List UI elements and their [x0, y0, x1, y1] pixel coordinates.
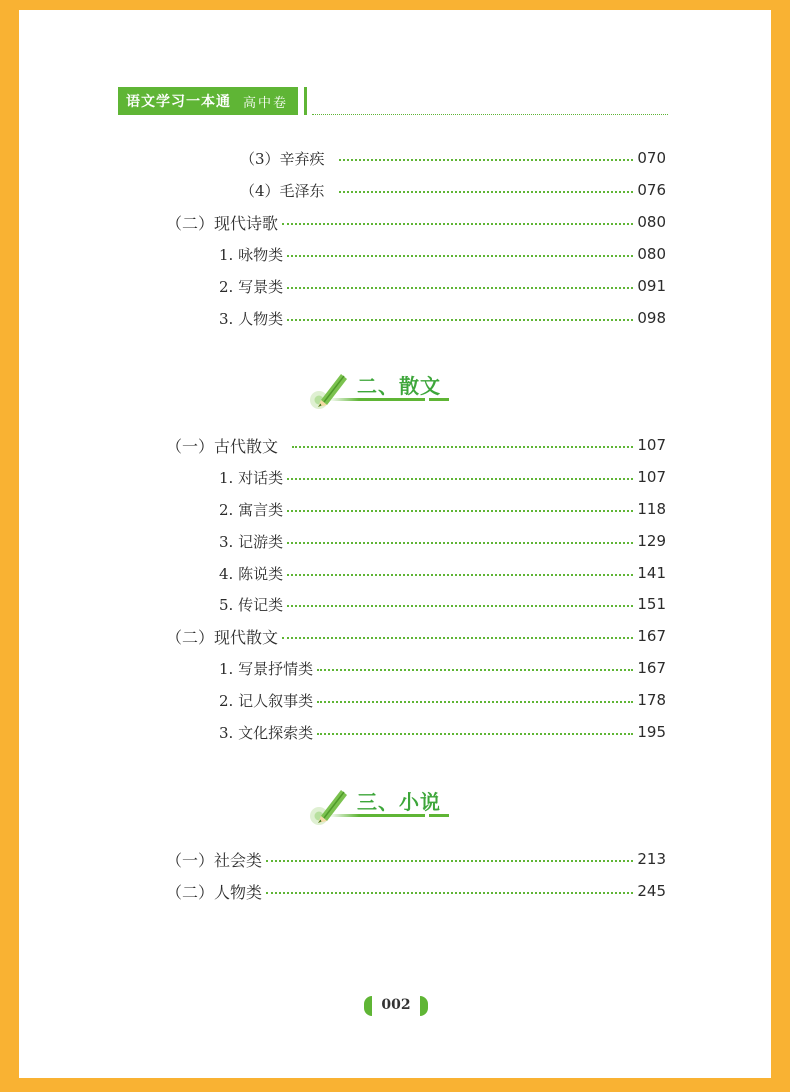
section-heading-prose [307, 370, 457, 412]
toc-entry[interactable] [240, 178, 666, 202]
leader-dots [287, 319, 633, 321]
toc-entry-label: （一）古代散文 [166, 436, 279, 456]
leader-dots [287, 255, 633, 257]
toc-page-number: 151 [637, 595, 666, 613]
toc-entry-label: 3. 文化探索类 [219, 723, 314, 742]
toc-page-number: 141 [637, 564, 666, 582]
leader-dots [317, 669, 633, 671]
section-heading-fiction [307, 786, 457, 828]
toc-entry[interactable] [219, 561, 666, 585]
toc-entry-label: （4）毛泽东 [240, 181, 325, 200]
toc-entry-label: 2. 写景类 [219, 277, 284, 296]
badge-left-cap [364, 996, 372, 1016]
toc-entry-label: 2. 记人叙事类 [219, 691, 314, 710]
leader-dots [339, 159, 634, 161]
book-title: 语文学习一本通 [126, 94, 231, 110]
pencil-icon [307, 370, 349, 412]
page-number: 002 [381, 997, 411, 1013]
toc-page-number: 245 [637, 882, 666, 900]
toc-entry-label: 5. 传记类 [219, 595, 284, 614]
toc-entry[interactable] [219, 242, 666, 266]
leader-dots [339, 191, 634, 193]
leader-dots [287, 574, 633, 576]
volume-label: 高中卷 [243, 95, 289, 111]
toc-page-number: 107 [637, 468, 666, 486]
header-dotted-rule [312, 114, 668, 115]
toc-entry-label: 2. 寓言类 [219, 500, 284, 519]
page-number-badge [364, 996, 428, 1016]
leader-dots [287, 605, 633, 607]
toc-entry[interactable] [219, 306, 666, 330]
toc-entry[interactable] [240, 146, 666, 170]
toc-page-number: 178 [637, 691, 666, 709]
leader-dots [287, 287, 633, 289]
toc-entry[interactable] [219, 592, 666, 616]
header-divider [304, 87, 307, 115]
toc-entry[interactable] [166, 847, 666, 871]
toc-entry[interactable] [166, 879, 666, 903]
toc-page-number: 195 [637, 723, 666, 741]
toc-entry-label: 1. 对话类 [219, 468, 284, 487]
book-page [19, 10, 771, 1078]
pencil-icon [307, 786, 349, 828]
toc-entry[interactable] [219, 465, 666, 489]
leader-dots [287, 542, 633, 544]
toc-entry[interactable] [219, 529, 666, 553]
section-title: 二、散文 [357, 374, 441, 398]
toc-entry[interactable] [219, 720, 666, 744]
section-underline [329, 814, 449, 817]
toc-entry-label: （一）社会类 [166, 850, 263, 870]
toc-entry[interactable] [166, 433, 666, 457]
leader-dots [317, 733, 633, 735]
toc-page-number: 167 [637, 659, 666, 677]
leader-dots [282, 637, 633, 639]
toc-entry[interactable] [219, 656, 666, 680]
toc-entry-label: 3. 人物类 [219, 309, 284, 328]
leader-dots [282, 223, 633, 225]
toc-page-number: 107 [637, 436, 666, 454]
toc-page-number: 167 [637, 627, 666, 645]
toc-entry[interactable] [166, 210, 666, 234]
running-header [118, 87, 298, 115]
leader-dots [287, 510, 633, 512]
toc-entry-label: （3）辛弃疾 [240, 149, 325, 168]
toc-entry-label: 1. 咏物类 [219, 245, 284, 264]
toc-page-number: 080 [637, 213, 666, 231]
underline-gap [425, 814, 429, 817]
toc-entry-label: （二）现代诗歌 [166, 213, 279, 233]
toc-page-number: 213 [637, 850, 666, 868]
section-underline [329, 398, 449, 401]
underline-gap [425, 398, 429, 401]
leader-dots [292, 446, 633, 448]
toc-entry-label: 1. 写景抒情类 [219, 659, 314, 678]
badge-right-cap [420, 996, 428, 1016]
toc-page-number: 098 [637, 309, 666, 327]
toc-entry[interactable] [219, 497, 666, 521]
section-title: 三、小说 [357, 790, 441, 814]
toc-entry[interactable] [219, 688, 666, 712]
toc-page-number: 129 [637, 532, 666, 550]
leader-dots [317, 701, 633, 703]
toc-entry[interactable] [219, 274, 666, 298]
toc-entry-label: 4. 陈说类 [219, 564, 284, 583]
toc-entry-label: （二）现代散文 [166, 627, 279, 647]
toc-entry[interactable] [166, 624, 666, 648]
toc-page-number: 070 [637, 149, 666, 167]
toc-page-number: 080 [637, 245, 666, 263]
leader-dots [266, 892, 633, 894]
toc-page-number: 118 [637, 500, 666, 518]
leader-dots [266, 860, 633, 862]
toc-entry-label: （二）人物类 [166, 882, 263, 902]
toc-page-number: 076 [637, 181, 666, 199]
toc-entry-label: 3. 记游类 [219, 532, 284, 551]
leader-dots [287, 478, 633, 480]
toc-page-number: 091 [637, 277, 666, 295]
